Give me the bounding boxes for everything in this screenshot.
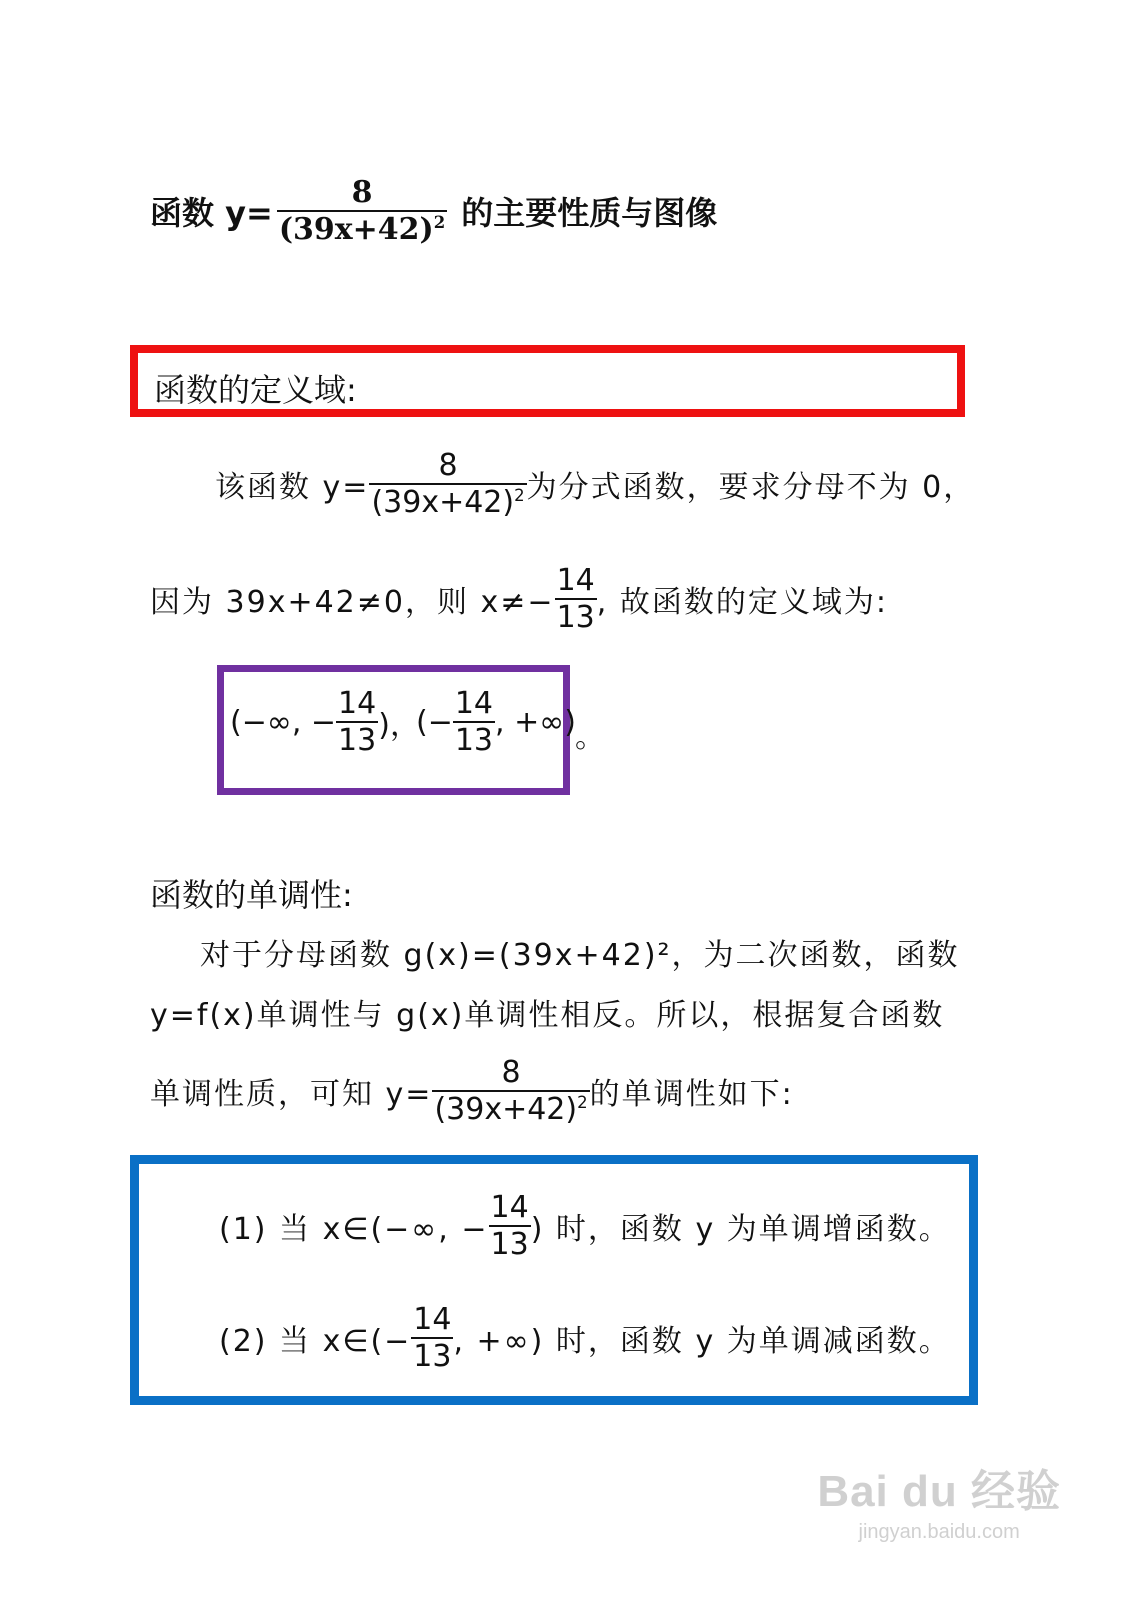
interval-left-close: )， — [378, 708, 420, 743]
mono-result-2 — [219, 1302, 951, 1374]
domain-line2-fraction — [555, 563, 597, 635]
domain-frac-den — [369, 483, 526, 520]
mono-p3-fraction — [432, 1055, 589, 1127]
mono-r2-num: 14 — [413, 1302, 452, 1337]
mono-r1-post: ) 时，函数 y 为单调增函数。 — [530, 1212, 951, 1247]
domain-answer-end: 。 — [575, 720, 605, 755]
domain-heading: 函数的定义域: — [154, 371, 357, 409]
mono-p3-post: 的单调性如下: — [589, 1077, 794, 1112]
domain-fraction — [369, 448, 526, 520]
mono-result-1 — [219, 1190, 951, 1262]
title-suffix: 的主要性质与图像 — [461, 194, 718, 232]
domain-line1-post: 为分式函数，要求分母不为 0， — [526, 470, 976, 505]
interval-left-fraction — [336, 686, 378, 758]
mono-p3-den-exp: 2 — [577, 1093, 588, 1112]
mono-r2-den: 13 — [413, 1339, 452, 1374]
domain-line1-pre: 该函数 y= — [215, 470, 370, 505]
domain-frac-den-base: (39x+42) — [371, 485, 515, 520]
mono-paragraph-3 — [150, 1055, 794, 1127]
domain-frac-num: 8 — [438, 448, 458, 483]
interval-right-fraction — [453, 686, 495, 758]
title-den-exp: 2 — [433, 213, 446, 232]
mono-r1-pre: (1) 当 x∈(−∞, − — [219, 1212, 489, 1247]
domain-line2-post: , 故函数的定义域为: — [596, 585, 888, 620]
domain-answer-box — [217, 665, 576, 795]
mono-p3-den — [432, 1090, 589, 1127]
domain-line2-num: 14 — [556, 563, 595, 598]
title-numerator: 8 — [351, 175, 373, 210]
domain-line2-den: 13 — [556, 600, 595, 635]
watermark-url: jingyan.baidu.com — [858, 1521, 1020, 1543]
mono-r1-den: 13 — [490, 1227, 529, 1262]
interval-right-close: , +∞) — [495, 704, 576, 740]
mono-p3-num: 8 — [501, 1055, 521, 1090]
domain-line-1 — [215, 448, 975, 520]
interval-left-num: 14 — [338, 686, 377, 721]
mono-p3-den-base: (39x+42) — [434, 1092, 578, 1127]
interval-right-open: (− — [416, 704, 453, 740]
mono-r2-post: , +∞) 时，函数 y 为单调减函数。 — [453, 1324, 951, 1359]
domain-heading-box — [130, 345, 965, 417]
baidu-watermark — [817, 1455, 1061, 1544]
mono-paragraph-2: y=f(x)单调性与 g(x)单调性相反。所以，根据复合函数 — [150, 998, 945, 1033]
mono-r1-num: 14 — [490, 1190, 529, 1225]
mono-heading: 函数的单调性: — [150, 876, 353, 914]
title-denominator — [277, 210, 447, 247]
title-fraction — [277, 175, 447, 247]
domain-line-2 — [150, 563, 888, 635]
interval-right — [416, 686, 576, 758]
interval-left-den: 13 — [338, 723, 377, 758]
mono-paragraph-1: 对于分母函数 g(x)=(39x+42)²，为二次函数，函数 — [200, 938, 960, 973]
interval-left-open: (−∞, − — [230, 704, 337, 740]
mono-p3-pre: 单调性质，可知 y= — [150, 1077, 433, 1112]
interval-right-num: 14 — [454, 686, 494, 721]
mono-results-box — [130, 1155, 978, 1405]
page-title — [150, 175, 717, 247]
title-den-base: (39x+42) — [278, 212, 434, 247]
domain-line2-pre: 因为 39x+42≠0，则 x≠− — [150, 585, 555, 620]
mono-r1-fraction — [489, 1190, 531, 1262]
interval-left — [230, 686, 420, 758]
interval-right-den: 13 — [454, 723, 494, 758]
mono-r2-fraction — [411, 1302, 453, 1374]
watermark-logo: Bai du 经验 — [817, 1467, 1061, 1516]
title-prefix: 函数 y= — [150, 194, 273, 232]
mono-r2-pre: (2) 当 x∈(− — [219, 1324, 412, 1359]
domain-frac-den-exp: 2 — [514, 486, 525, 505]
